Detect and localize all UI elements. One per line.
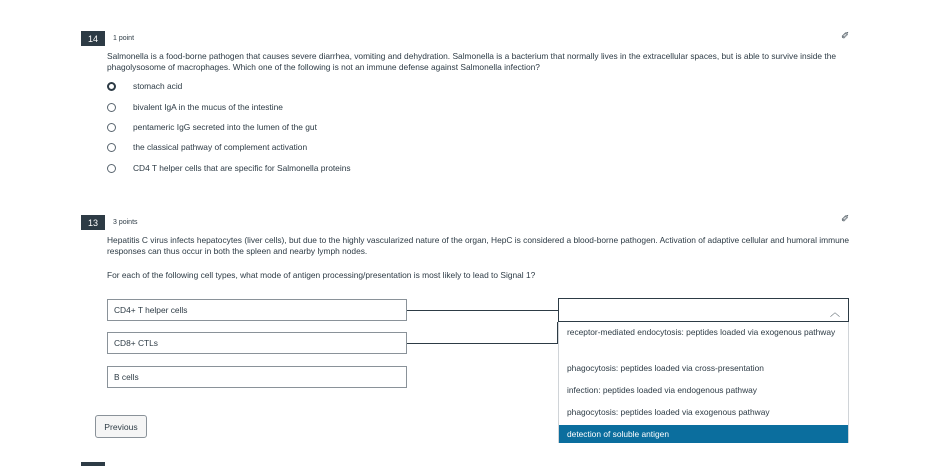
question-14-text: Salmonella is a food-borne pathogen that causes severe diarrhea, vomiting and dehydration. Salmonella is a bacterium that normally lives in the extracellular spaces, but is able to survive inside the phagolysosome of macrophages. Which one of the following is not an immune defense against Salmonella infection? <box>107 51 837 72</box>
option-classical-complement[interactable] <box>107 140 307 154</box>
option-stomach-acid[interactable] <box>107 79 182 93</box>
option-label: CD4 T helper cells that are specific for Salmonella proteins <box>133 163 351 173</box>
connector-line <box>407 343 558 344</box>
dropdown-option[interactable]: receptor-mediated endocytosis: peptides loaded via exogenous pathway <box>567 327 836 337</box>
question-14-points: 1 point <box>113 35 135 42</box>
pin-icon[interactable]: ✐ <box>841 214 850 225</box>
option-pentameric-igg[interactable] <box>107 120 317 134</box>
radio-icon[interactable] <box>107 143 116 152</box>
chevron-up-icon[interactable]: ︿ <box>830 308 840 319</box>
dropdown-option[interactable]: phagocytosis: peptides loaded via cross-presentation <box>567 363 764 373</box>
next-question-number <box>81 462 105 466</box>
radio-selected-icon[interactable] <box>107 82 116 91</box>
question-13-points: 3 points <box>113 219 138 226</box>
match-item-cd4: CD4+ T helper cells <box>107 299 407 321</box>
radio-icon[interactable] <box>107 103 116 112</box>
dropdown-option[interactable]: phagocytosis: peptides loaded via exogenous pathway <box>567 407 770 417</box>
match-item-cd8: CD8+ CTLs <box>107 332 407 354</box>
option-bivalent-iga[interactable] <box>107 100 283 114</box>
option-label: stomach acid <box>133 81 183 91</box>
option-label: pentameric IgG secreted into the lumen of the gut <box>133 122 317 132</box>
question-14-number: 14 <box>81 31 105 46</box>
previous-button[interactable]: Previous <box>95 415 147 438</box>
question-13-number: 13 <box>81 215 105 230</box>
connector-line <box>407 310 558 311</box>
match-item-b-cells: B cells <box>107 366 407 388</box>
option-label: bivalent IgA in the mucus of the intestine <box>133 102 283 112</box>
question-13-text: Hepatitis C virus infects hepatocytes (liver cells), but due to the highly vascularized nature of the organ, HepC is considered a blood-borne pathogen. Activation of adaptive cellular and humoral immune responses can thus occur in both the spleen and nearby lymph nodes. <box>107 235 850 256</box>
dropdown-option[interactable]: infection: peptides loaded via endogenous pathway <box>567 385 757 395</box>
option-label: the classical pathway of complement activation <box>133 142 308 152</box>
pin-icon[interactable]: ✐ <box>841 31 850 42</box>
answer-select[interactable] <box>558 298 849 322</box>
radio-icon[interactable] <box>107 123 116 132</box>
radio-icon[interactable] <box>107 164 116 173</box>
question-13-prompt: For each of the following cell types, what mode of antigen processing/presentation is most likely to lead to Signal 1? <box>107 270 536 280</box>
dropdown-menu <box>558 322 849 443</box>
option-cd4-t-helper[interactable] <box>107 161 351 175</box>
dropdown-option-highlighted[interactable]: detection of soluble antigen <box>559 425 848 443</box>
